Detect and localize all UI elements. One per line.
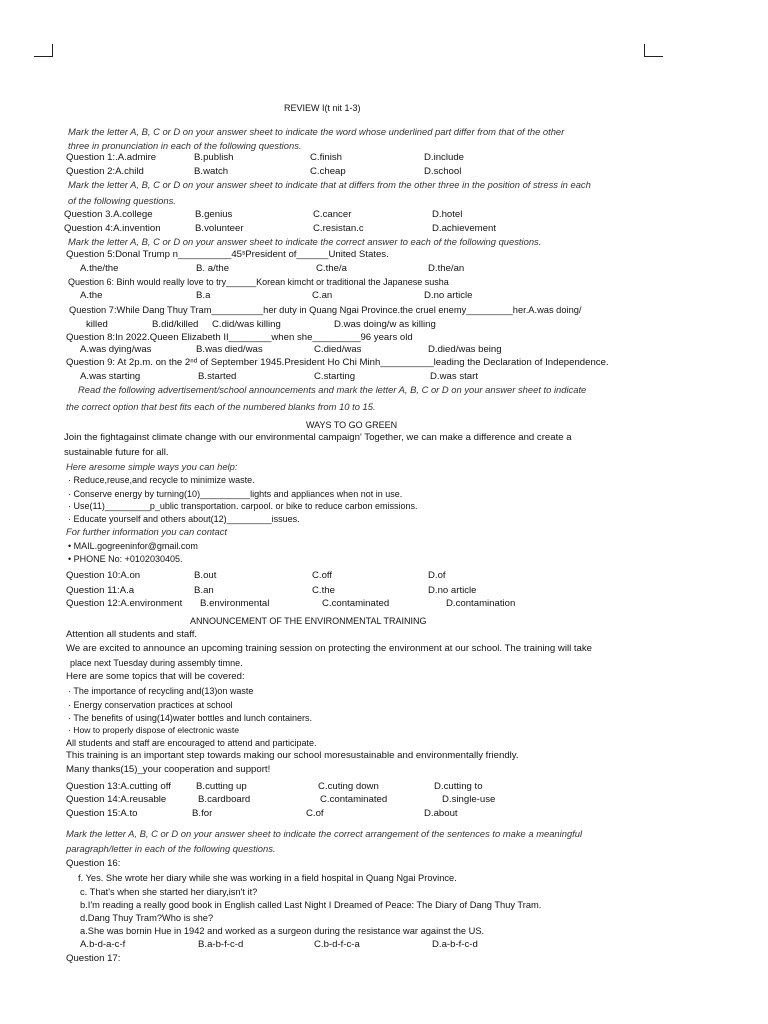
q3-option-b[interactable]: B.genius [195,209,233,220]
question-14-row [0,794,768,807]
q4-option-c[interactable]: C.resistan.c [313,223,364,234]
q5-option-b[interactable]: B. a/the [196,263,230,274]
question-6-options [0,290,768,303]
instruction-cloze-line2: the correct option that best fits each of the numbered blanks from 10 to 15. [66,401,376,412]
q5-option-d[interactable]: D.the/an [428,263,465,274]
announcement-topic-1: · The importance of recycling and(13)on waste [68,686,254,696]
q5-option-a[interactable]: A.the/the [80,263,119,274]
q16-option-a[interactable]: A.b-d-a-c-f [80,939,126,950]
q12-option-b[interactable]: B.environmental [200,598,270,609]
corner-mark-top-right [644,44,663,57]
question-7-options [0,319,768,332]
q8-option-a[interactable]: A.was dying/was [80,344,152,355]
q9-option-a[interactable]: A.was starting [80,371,141,382]
q4-option-b[interactable]: B.volunteer [195,223,244,234]
q2-option-d[interactable]: D.school [424,166,462,177]
announcement-heading: ANNOUNCEMENT OF THE ENVIRONMENTAL TRAINING [190,616,427,626]
q16-option-d[interactable]: D.a-b-f-c-d [432,939,478,950]
ad-phone: • PHONE No: +0102030405. [68,554,183,564]
q16-sentence-a: a.She was bornin Hue in 1942 and worked as a surgeon during the resistance war against the US. [80,926,485,936]
question-13-row [0,781,768,794]
instruction-stress-line2: of the following questions. [68,195,176,206]
q3-option-a[interactable]: Question 3.A.college [64,209,153,220]
q7-option-a-cont[interactable]: killed [86,319,108,330]
question-2-row [0,166,768,179]
q11-option-a[interactable]: Question 11:A.a [66,585,135,596]
q1-option-c[interactable]: C.finish [310,152,342,163]
ad-intro-line1: Join the fightagainst climate change with our environmental campaign' Together, we can make a difference and create a [64,432,572,443]
question-11-row [0,585,768,598]
q1-option-b[interactable]: B.publish [194,152,234,163]
q16-option-c[interactable]: C.b-d-f-c-a [314,939,360,950]
question-3-row [0,209,768,222]
q10-option-a[interactable]: Question 10:A.on [66,570,141,581]
q7-option-d[interactable]: D.was doing/w as killing [334,319,436,330]
q6-option-d[interactable]: D.no article [424,290,473,301]
instruction-correct-answer: Mark the letter A, B, C or D on your answer sheet to indicate the correct answer to each of the following questions. [68,236,542,247]
q2-option-c[interactable]: C.cheap [310,166,346,177]
question-1-row [0,152,768,165]
review-title: REVIEW I(t nit 1-3) [284,103,361,113]
q16-sentence-f: f. Yes. She wrote her diary while she was working in a field hospital in Quang Ngai Province. [78,873,457,883]
announcement-attention: Attention all students and staff. [66,629,198,640]
q14-option-c[interactable]: C.contaminated [320,794,388,805]
q15-option-d[interactable]: D.about [424,808,458,819]
q14-option-b[interactable]: B.cardboard [198,794,251,805]
instruction-pronunciation-line1: Mark the letter A, B, C or D on your answer sheet to indicate the word whose underlined part differ from that of the other [68,126,565,137]
q4-option-d[interactable]: D.achievement [432,223,496,234]
ad-bullet-1: · Reduce,reuse,and recycle to minimize waste. [68,475,255,485]
instruction-arrangement-line1: Mark the letter A, B, C or D on your answer sheet to indicate the correct arrangement of the sentences to make a meaningful [66,828,583,839]
question-10-row [0,570,768,583]
ad-intro-line2: sustainable future for all. [64,447,169,458]
q16-sentence-c: c. That's when she started her diary,isn't it? [80,887,258,897]
q15-option-b[interactable]: B.for [192,808,213,819]
instruction-stress-line1: Mark the letter A, B, C or D on your answer sheet to indicate that at differs from the other three in the position of stress in each [68,179,591,190]
q11-option-b[interactable]: B.an [194,585,214,596]
q15-option-c[interactable]: C.of [306,808,324,819]
announcement-para-line1: We are excited to announce an upcoming training session on protecting the environment at our school. The training will take [66,643,593,654]
ad-help-intro: Here aresome simple ways you can help: [66,461,238,472]
q9-option-c[interactable]: C.starting [314,371,356,382]
ad-bullet-4: · Educate yourself and others about(12)_________issues. [68,514,300,524]
q6-option-c[interactable]: C.an [312,290,333,301]
q4-option-a[interactable]: Question 4:A.invention [64,223,161,234]
q1-option-a[interactable]: Question 1:.A.admire [66,152,157,163]
question-6-stem: Question 6: Binh would really love to try______Korean kimcht or traditional the Japanese susha [68,277,449,287]
ad-heading: WAYS TO GO GREEN [306,420,398,430]
question-5-stem: Question 5:Donal Trump n__________45ˢPresident of______United States. [66,249,389,260]
q6-option-a[interactable]: A.the [80,290,103,301]
announcement-close-1: All students and staff are encouraged to attend and participate. [66,738,317,748]
question-7-stem: Question 7:While Dang Thuy Tram__________her duty in Quang Ngai Province.the cruel enemy_________her.A.was doing/ [69,305,582,315]
q9-option-d[interactable]: D.was start [430,371,478,382]
question-5-options [0,263,768,276]
announcement-topic-2: · Energy conservation practices at school [68,700,233,710]
question-16-label: Question 16: [66,858,121,869]
ad-bullet-3: · Use(11)_________p_ublic transportation. carpool. or bike to reduce carbon emissions. [68,501,418,511]
q11-option-d[interactable]: D.no article [428,585,477,596]
announcement-topic-3: · The benefits of using(14)water bottles and lunch containers. [68,713,312,723]
instruction-pronunciation-line2: three in pronunciation in each of the following questions. [68,140,302,151]
announcement-topics-intro: Here are some topics that will be covered: [66,671,245,682]
question-16-options [0,939,768,952]
question-15-row [0,808,768,821]
ad-contact-intro: For further information you can contact [66,526,228,537]
q16-sentence-d: d.Dang Thuy Tram?Who is she? [80,913,214,923]
q1-option-d[interactable]: D.include [424,152,464,163]
q5-option-c[interactable]: C.the/a [316,263,347,274]
q2-option-b[interactable]: B.watch [194,166,229,177]
q8-option-c[interactable]: C.died/was [314,344,362,355]
q7-option-b[interactable]: B.did/killed [152,319,199,330]
q10-option-d[interactable]: D.of [428,570,446,581]
q9-option-b[interactable]: B.started [198,371,237,382]
q3-option-c[interactable]: C.cancer [313,209,352,220]
q3-option-d[interactable]: D.hotel [432,209,463,220]
q15-option-a[interactable]: Question 15:A.to [66,808,138,819]
q14-option-d[interactable]: D.single-use [442,794,496,805]
q12-option-d[interactable]: D.contamination [446,598,516,609]
question-12-row [0,598,768,611]
announcement-para-line2: place next Tuesday during assembly timne. [70,658,243,668]
q13-option-c[interactable]: C.cuting down [318,781,379,792]
instruction-cloze-line1: Read the following advertisement/school announcements and mark the letter A, B, C or D on your answer sheet to indicate [78,384,587,395]
corner-mark-top-left [34,44,53,57]
announcement-close-2: This training is an important step towards making our school moresustainable and environmentally friendly. [66,750,519,761]
q13-option-a[interactable]: Question 13:A.cutting off [66,781,171,792]
question-9-options [0,371,768,384]
question-4-row [0,223,768,236]
q7-option-c[interactable]: C.did/was killing [212,319,281,330]
announcement-topic-4: · How to properly dispose of electronic waste [68,725,239,735]
ad-mail: • MAIL.gogreeninfor@gmail.com [68,541,198,551]
q11-option-c[interactable]: C.the [312,585,335,596]
q12-option-a[interactable]: Question 12:A.environment [66,598,183,609]
q2-option-a[interactable]: Question 2:A.child [66,166,144,177]
q16-option-b[interactable]: B.a-b-f-c-d [198,939,244,950]
q13-option-b[interactable]: B.cutting up [196,781,247,792]
q16-sentence-b: b.I'm reading a really good book in English called Last Night I Dreamed of Peace: The Diary of Dang Thuy Tram. [80,900,542,910]
q14-option-a[interactable]: Question 14:A.reusable [66,794,167,805]
q13-option-d[interactable]: D.cutting to [434,781,483,792]
q10-option-c[interactable]: C.off [312,570,333,581]
q12-option-c[interactable]: C.contaminated [322,598,390,609]
question-17-label: Question 17: [66,953,121,964]
question-8-stem: Question 8:In 2022.Queen Elizabeth II________when she_________96 years old [66,332,413,343]
question-9-stem: Question 9: At 2p.m. on the 2ⁿᵈ of September 1945.President Ho Chi Minh__________leading the Declaration of Independence. [66,357,609,368]
question-8-options [0,344,768,357]
q8-option-d[interactable]: D.died/was being [428,344,502,355]
ad-bullet-2: · Conserve energy by turning(10)__________lights and appliances when not in use. [68,489,403,499]
q8-option-b[interactable]: B.was died/was [196,344,263,355]
announcement-close-3: Many thanks(15)_your cooperation and support! [66,764,271,775]
q10-option-b[interactable]: B.out [194,570,217,581]
instruction-arrangement-line2: paragraph/letter in each of the following questions. [66,843,276,854]
q6-option-b[interactable]: B.a [196,290,211,301]
